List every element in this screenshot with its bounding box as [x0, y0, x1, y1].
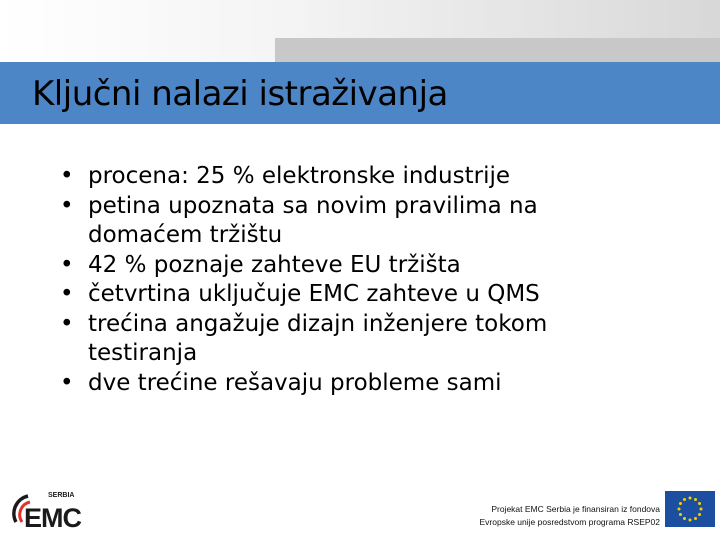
- bullet-item: [60, 192, 620, 251]
- logo-small-text: SERBIA: [48, 492, 75, 499]
- bullet-text: četvrtina uključuje EMC zahteve u QMS: [88, 281, 540, 307]
- funding-line-2: Evropske unije posredstvom programa RSEP02: [479, 517, 660, 527]
- eu-star: [678, 508, 681, 511]
- slide-title: Ključni nalazi istraživanja: [32, 74, 448, 114]
- eu-star: [694, 517, 697, 520]
- eu-star: [689, 497, 692, 500]
- eu-star: [679, 502, 682, 505]
- eu-star: [698, 513, 701, 516]
- bullet-dot: •: [60, 192, 74, 219]
- header-gray-strip: [275, 38, 720, 62]
- bullet-item: [60, 310, 620, 369]
- funding-note: [480, 503, 660, 529]
- bullet-text: procena: 25 % elektronske industrije: [88, 163, 510, 189]
- eu-star: [689, 519, 692, 522]
- eu-flag-icon: [665, 491, 715, 527]
- logo-main-text: EMC: [24, 503, 81, 532]
- eu-star: [679, 513, 682, 516]
- bullet-text: petina upoznata sa novim pravilima na domaćem tržištu: [88, 192, 538, 248]
- bullet-dot: •: [60, 281, 74, 307]
- bullet-text: dve trećine rešavaju probleme sami: [88, 369, 502, 396]
- bullet-dot: •: [60, 163, 74, 189]
- emc-serbia-logo: [8, 488, 92, 532]
- bullet-item: [60, 280, 620, 310]
- eu-star: [683, 498, 686, 501]
- bullet-list: [60, 162, 620, 398]
- eu-star: [700, 508, 703, 511]
- bullet-item: [60, 369, 620, 399]
- bullet-dot: •: [60, 251, 74, 278]
- eu-star: [694, 498, 697, 501]
- eu-star: [683, 517, 686, 520]
- bullet-item: [60, 251, 620, 281]
- bullet-text: 42 % poznaje zahteve EU tržišta: [88, 251, 461, 278]
- eu-star: [698, 502, 701, 505]
- funding-line-1: Projekat EMC Serbia je finansiran iz fondova: [491, 504, 660, 514]
- bullet-text: trećina angažuje dizajn inženjere tokom testiranja: [88, 310, 548, 366]
- bullet-item: [60, 162, 620, 192]
- bullet-dot: •: [60, 310, 74, 337]
- eu-stars: [678, 497, 703, 522]
- bullet-dot: •: [60, 369, 74, 396]
